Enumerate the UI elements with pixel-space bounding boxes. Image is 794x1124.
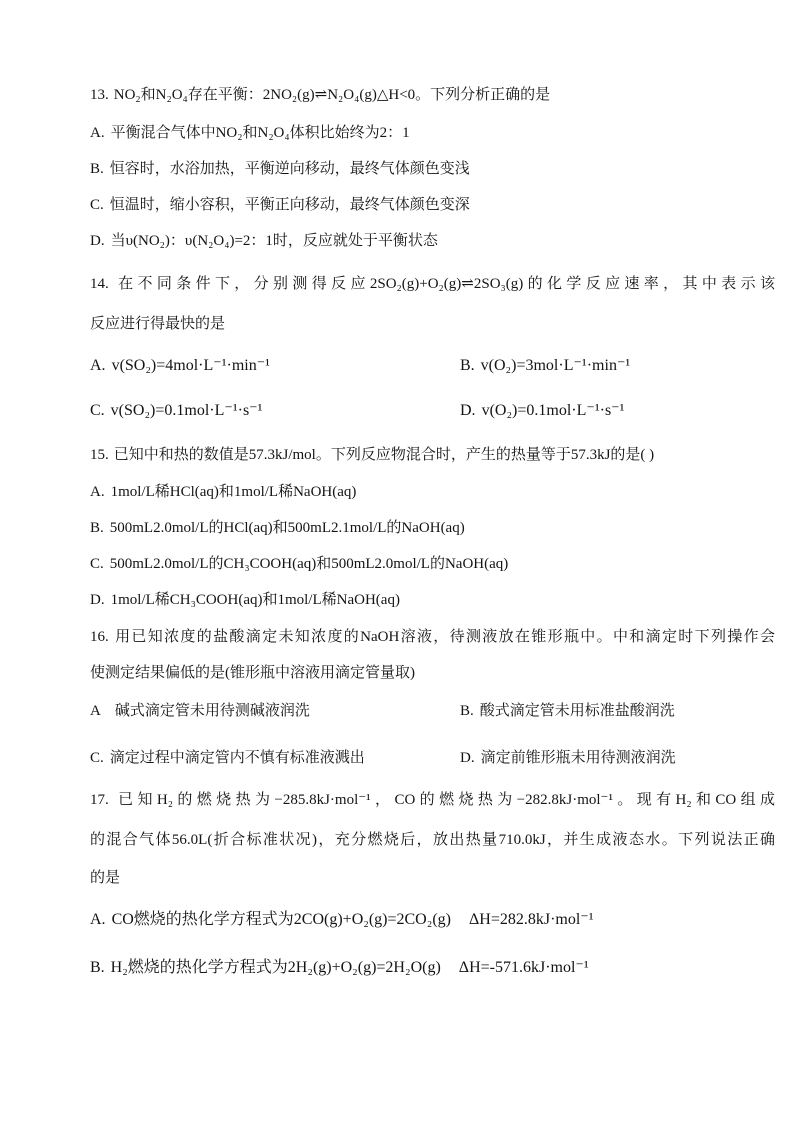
question-number: 15.: [90, 447, 109, 463]
option-text: v(SO₂)=4mol·L⁻¹·min⁻¹: [111, 357, 270, 374]
option-label: A.: [90, 125, 105, 141]
option-text: 500mL2.0mol/L的CH₃COOH(aq)和500mL2.0mol/L的NaOH(aq): [109, 556, 509, 572]
option-text: 1mol/L稀CH₃COOH(aq)和1mol/L稀NaOH(aq): [110, 592, 400, 608]
option-text: 1mol/L稀HCl(aq)和1mol/L稀NaOH(aq): [110, 484, 357, 500]
question-17-option-a: [90, 910, 594, 930]
question-stem-text: 反应进行得最快的是: [90, 316, 226, 332]
option-label: A.: [90, 484, 105, 500]
question-16-option-b: [460, 701, 675, 721]
question-number: 17.: [90, 792, 109, 808]
option-label: B.: [460, 703, 474, 719]
question-stem-text: 的混合气体56.0L(折合标准状况)，充分燃烧后，放出热量710.0kJ，并生成液态水。下列说法正确: [90, 832, 775, 848]
question-15-stem-line-1: [90, 445, 654, 465]
question-16-option-c: [90, 748, 365, 768]
question-15-option-d: [90, 590, 400, 610]
question-stem-text: 使测定结果偏低的是(锥形瓶中溶液用滴定管量取): [90, 665, 415, 681]
question-15-option-a: [90, 482, 356, 502]
question-stem-text: 用已知浓度的盐酸滴定未知浓度的NaOH溶液，待测液放在锥形瓶中。中和滴定时下列操作会: [113, 629, 775, 645]
question-17-option-b: [90, 958, 589, 978]
option-label: C.: [90, 750, 104, 766]
question-15-option-c: [90, 554, 508, 574]
enthalpy-change: ΔH=-571.6kJ·mol⁻¹: [458, 959, 589, 976]
option-label: C.: [90, 197, 104, 213]
question-13-option-b: [90, 159, 470, 179]
option-text: 滴定前锥形瓶未用待测液润洗: [480, 750, 676, 766]
option-label: C.: [90, 556, 104, 572]
option-label: D.: [90, 233, 105, 249]
option-text: v(O₂)=0.1mol·L⁻¹·s⁻¹: [481, 402, 625, 419]
question-stem-text: 已知中和热的数值是57.3kJ/mol。下列反应物混合时，产生的热量等于57.3kJ的是( ): [113, 447, 655, 463]
option-label: D.: [460, 402, 476, 419]
option-text: H₂燃烧的热化学方程式为2H₂(g)+O₂(g)=2H₂O(g): [110, 959, 441, 976]
option-text: 滴定过程中滴定管内不慎有标准液溅出: [109, 750, 365, 766]
option-label: A.: [90, 357, 106, 374]
question-number: 16.: [90, 629, 109, 645]
question-16-option-a: [90, 701, 310, 721]
question-17-stem-line-3: [90, 868, 120, 888]
question-stem-text: 在不同条件下，分别测得反应2SO₂(g)+O₂(g)⇌2SO₃(g)的化学反应速率，其中表示该: [113, 276, 775, 292]
option-label: B.: [90, 161, 104, 177]
option-label: D.: [90, 592, 105, 608]
question-16-stem-line-2: [90, 663, 415, 683]
question-17-stem-line-2: [90, 830, 775, 850]
question-13-option-a: [90, 123, 410, 143]
question-16-stem-line-1: [90, 627, 775, 647]
question-number: 14.: [90, 276, 109, 292]
option-text: 平衡混合气体中NO₂和N₂O₄体积比始终为2：1: [110, 125, 410, 141]
question-14-option-c: [90, 401, 262, 421]
question-stem-text: 的是: [90, 870, 121, 886]
option-text: v(SO₂)=0.1mol·L⁻¹·s⁻¹: [110, 402, 263, 419]
option-text: 酸式滴定管未用标准盐酸润洗: [479, 703, 675, 719]
question-14-stem-line-1: [90, 274, 775, 294]
question-17-stem-line-1: [90, 790, 775, 810]
question-13-option-d: [90, 231, 438, 251]
question-13-option-c: [90, 195, 470, 215]
option-text: 恒温时，缩小容积，平衡正向移动，最终气体颜色变深: [109, 197, 470, 213]
option-text: CO燃烧的热化学方程式为2CO(g)+O₂(g)=2CO₂(g): [111, 911, 451, 928]
question-stem-text: 已知H₂的燃烧热为−285.8kJ·mol⁻¹，CO的燃烧热为−282.8kJ·mol⁻¹。现有H₂和CO组成: [113, 792, 775, 808]
question-14-option-d: [460, 401, 624, 421]
option-label: B.: [90, 959, 105, 976]
option-label: A: [90, 703, 101, 719]
option-label: B.: [90, 520, 104, 536]
question-13-stem-line-1: [90, 85, 550, 105]
option-label: A.: [90, 911, 106, 928]
question-15-option-b: [90, 518, 465, 538]
question-number: 13.: [90, 87, 109, 103]
option-text: 500mL2.0mol/L的HCl(aq)和500mL2.1mol/L的NaOH(aq): [109, 520, 465, 536]
option-label: B.: [460, 357, 475, 374]
option-text: 碱式滴定管未用待测碱液润洗: [114, 703, 310, 719]
question-14-option-b: [460, 356, 630, 376]
option-label: D.: [460, 750, 475, 766]
option-text: v(O₂)=3mol·L⁻¹·min⁻¹: [480, 357, 631, 374]
option-label: C.: [90, 402, 105, 419]
option-text: 当υ(NO₂)：υ(N₂O₄)=2：1时，反应就处于平衡状态: [110, 233, 438, 249]
question-14-stem-line-2: [90, 314, 225, 334]
question-stem-text: NO₂和N₂O₄存在平衡：2NO₂(g)⇌N₂O₄(g)△H<0。下列分析正确的是: [113, 87, 551, 103]
question-16-option-d: [460, 748, 676, 768]
option-text: 恒容时，水浴加热，平衡逆向移动，最终气体颜色变浅: [109, 161, 470, 177]
question-14-option-a: [90, 356, 270, 376]
enthalpy-change: ΔH=282.8kJ·mol⁻¹: [468, 911, 594, 928]
